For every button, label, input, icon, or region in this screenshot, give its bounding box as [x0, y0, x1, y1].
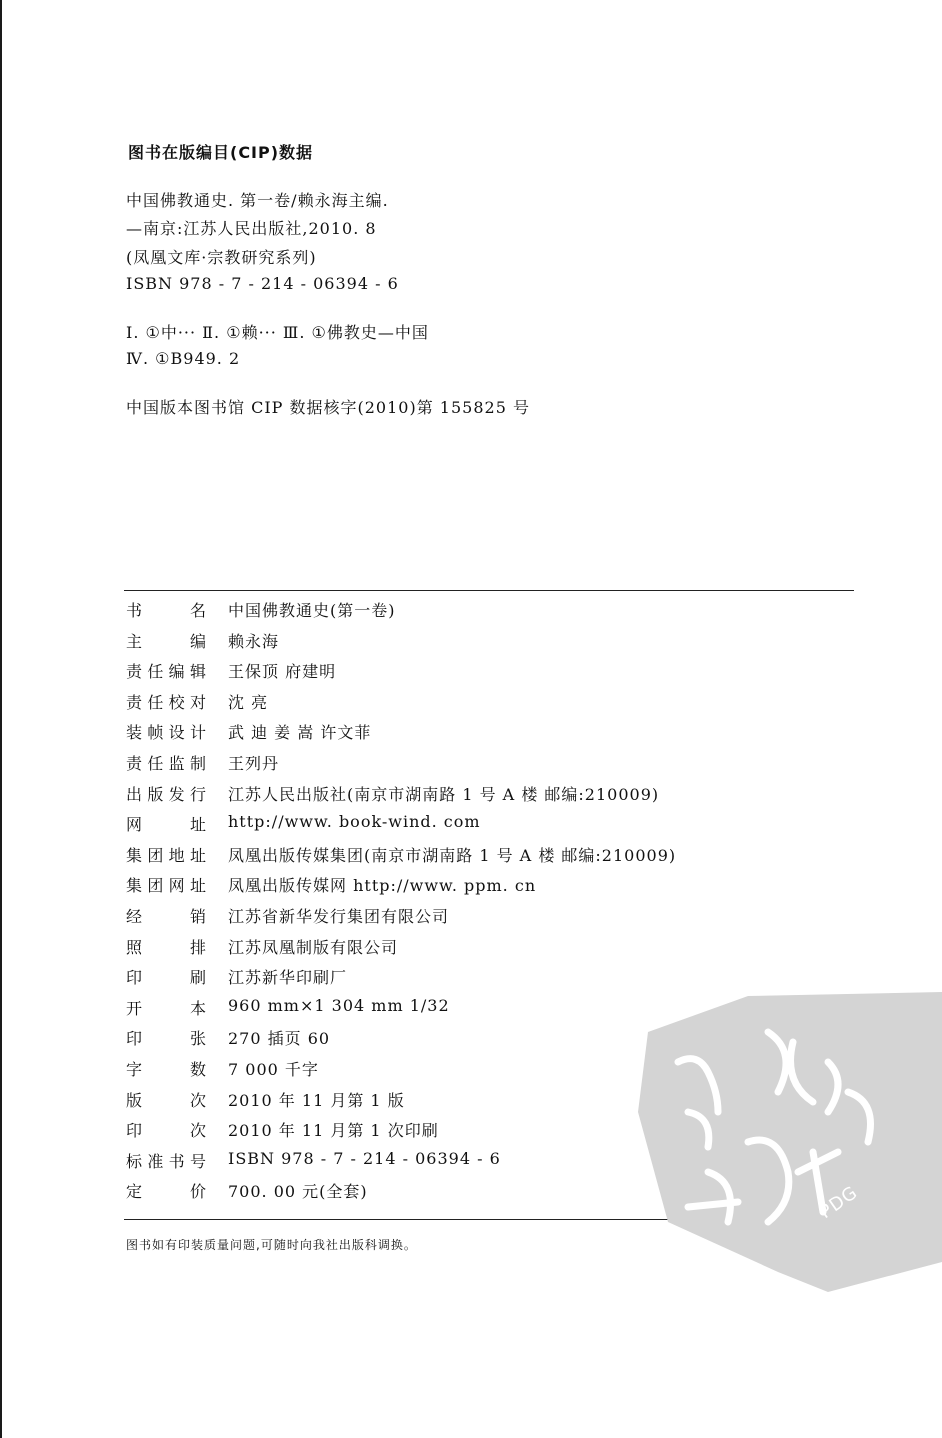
info-label: 标准书号 [126, 1151, 206, 1171]
info-label: 出版发行 [126, 784, 206, 804]
cip-line-book-title: 中国佛教通史. 第一卷/赖永海主编. [126, 191, 389, 210]
info-value: 江苏凤凰制版有限公司 [228, 937, 399, 957]
info-label: 责任校对 [126, 692, 206, 712]
info-label: 集团地址 [126, 845, 206, 865]
info-value: 沈 亮 [228, 692, 269, 712]
cip-line-record-number: 中国版本图书馆 CIP 数据核字(2010)第 155825 号 [126, 398, 530, 417]
info-value: 960 mm×1 304 mm 1/32 [228, 995, 450, 1015]
pdg-seal-icon [628, 992, 942, 1292]
info-label: 责任编辑 [126, 662, 206, 682]
top-rule [124, 590, 854, 591]
info-value: http://www. book-wind. com [228, 812, 481, 832]
info-label: 版次 [126, 1090, 206, 1110]
info-label: 印张 [126, 1029, 206, 1049]
info-label: 字数 [126, 1060, 206, 1079]
info-label: 主编 [126, 631, 206, 651]
cip-line-subjects: Ⅰ. ①中··· Ⅱ. ①赖··· Ⅲ. ①佛教史—中国 [126, 323, 429, 342]
info-value: 270 插页 60 [228, 1029, 331, 1049]
info-label: 印次 [126, 1121, 206, 1141]
page-left-edge [0, 0, 2, 1438]
info-value: 凤凰出版传媒集团(南京市湖南路 1 号 A 楼 邮编:210009) [228, 845, 677, 865]
info-label: 书名 [126, 601, 206, 620]
info-value: 江苏人民出版社(南京市湖南路 1 号 A 楼 邮编:210009) [228, 784, 660, 804]
info-label: 定价 [126, 1182, 206, 1202]
cip-line-series: (凤凰文库·宗教研究系列) [126, 248, 317, 267]
cip-line-classification: Ⅳ. ①B949. 2 [126, 349, 241, 368]
info-value: 王列丹 [228, 754, 280, 773]
pdg-watermark-text: PDG [815, 1181, 862, 1224]
info-value: 王保顶 府建明 [228, 662, 337, 682]
info-value: ISBN 978 - 7 - 214 - 06394 - 6 [228, 1148, 501, 1168]
cip-line-publisher: —南京:江苏人民出版社,2010. 8 [126, 219, 377, 238]
info-label: 网址 [126, 815, 206, 835]
info-value: 中国佛教通史(第一卷) [228, 601, 396, 620]
info-value: 凤凰出版传媒网 http://www. ppm. cn [228, 876, 537, 896]
info-value: 武 迪 姜 嵩 许文菲 [228, 723, 372, 743]
info-value: 7 000 千字 [228, 1060, 319, 1079]
footnote: 图书如有印装质量问题,可随时向我社出版科调换。 [126, 1238, 417, 1252]
info-value: 2010 年 11 月第 1 次印刷 [228, 1121, 439, 1141]
info-value: 700. 00 元(全套) [228, 1182, 368, 1202]
info-value: 江苏省新华发行集团有限公司 [228, 907, 450, 926]
info-label: 经销 [126, 907, 206, 926]
info-value: 江苏新华印刷厂 [228, 968, 348, 988]
info-label: 照排 [126, 937, 206, 957]
info-value: 2010 年 11 月第 1 版 [228, 1090, 405, 1110]
info-label: 责任监制 [126, 754, 206, 773]
info-label: 印刷 [126, 968, 206, 988]
info-label: 集团网址 [126, 876, 206, 896]
cip-line-isbn: ISBN 978 - 7 - 214 - 06394 - 6 [126, 274, 399, 293]
info-label: 装帧设计 [126, 723, 206, 743]
info-label: 开本 [126, 998, 206, 1018]
pdg-seal-shape [628, 992, 942, 1292]
info-value: 赖永海 [228, 631, 280, 651]
cip-title: 图书在版编目(CIP)数据 [128, 143, 314, 162]
